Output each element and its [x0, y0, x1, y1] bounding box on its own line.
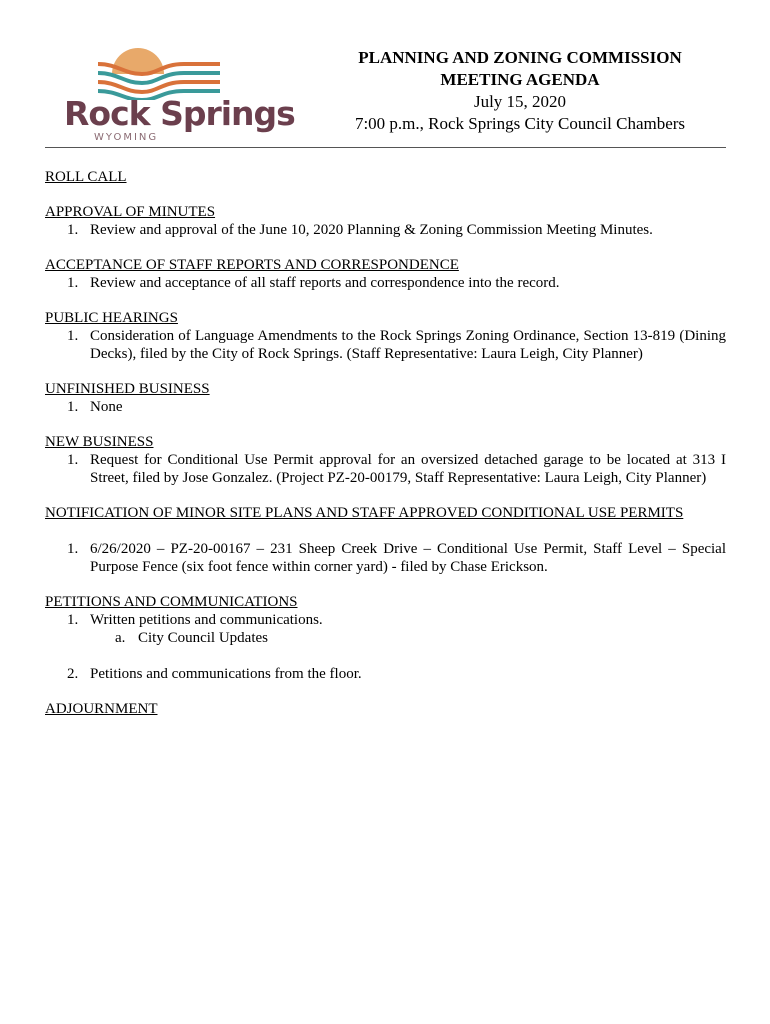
- section-new-business: [45, 433, 726, 487]
- item-number: 2.: [67, 666, 79, 682]
- section-title: ADJOURNMENT: [45, 701, 158, 717]
- subitem-text: City Council Updates: [138, 630, 268, 646]
- item-number: 1.: [67, 541, 79, 557]
- agenda-item: [45, 398, 726, 416]
- section-public-hearings: [45, 309, 726, 363]
- section-petitions: [45, 593, 726, 683]
- item-text: Petitions and communications from the floor.: [90, 666, 362, 682]
- section-title: NEW BUSINESS: [45, 434, 154, 450]
- item-text: None: [90, 399, 123, 415]
- header-title: PLANNING AND ZONING COMMISSION: [358, 48, 682, 67]
- section-roll-call: [45, 168, 726, 186]
- agenda-subitem: [45, 629, 726, 647]
- item-text: Review and approval of the June 10, 2020 Planning & Zoning Commission Meeting Minutes.: [90, 222, 653, 238]
- header-date: July 15, 2020: [473, 92, 567, 111]
- agenda-item: [45, 451, 726, 487]
- section-adjournment: [45, 700, 726, 718]
- header-time-place: 7:00 p.m., Rock Springs City Council Chambers: [354, 114, 686, 133]
- agenda-item: [45, 540, 726, 576]
- section-title: NOTIFICATION OF MINOR SITE PLANS AND STAFF APPROVED CONDITIONAL USE PERMITS: [45, 505, 684, 521]
- item-text: 6/26/2020 – PZ-20-00167 – 231 Sheep Creek Drive – Conditional Use Permit, Staff Level – Special Purpose Fence (six foot fence within corner yard) - filed by Chase Erickson.: [90, 541, 726, 575]
- agenda-item: [45, 274, 726, 292]
- header-subtitle: MEETING AGENDA: [440, 70, 600, 89]
- section-title: PUBLIC HEARINGS: [45, 310, 178, 326]
- header-divider: [45, 147, 726, 148]
- item-text: Consideration of Language Amendments to the Rock Springs Zoning Ordinance, Section 13-819 (Dining Decks), filed by the City of Rock Springs. (Staff Representative: Laura Leigh, City Planner): [90, 328, 726, 362]
- agenda-item: [45, 221, 726, 239]
- agenda-item: [45, 665, 726, 683]
- item-number: 1.: [67, 222, 79, 238]
- agenda-item: [45, 611, 726, 629]
- item-number: 1.: [67, 275, 79, 291]
- section-notification: [45, 504, 726, 576]
- item-number: 1.: [67, 452, 79, 468]
- subitem-letter: a.: [115, 630, 126, 646]
- section-title: APPROVAL OF MINUTES: [45, 204, 216, 220]
- item-number: 1.: [67, 399, 79, 415]
- item-number: 1.: [67, 612, 79, 628]
- agenda-body: [45, 168, 726, 735]
- logo-wave-icon: [58, 40, 238, 100]
- section-title: UNFINISHED BUSINESS: [45, 381, 210, 397]
- logo-state: WYOMING: [94, 132, 159, 143]
- city-logo: [58, 40, 295, 150]
- section-unfinished-business: [45, 380, 726, 416]
- item-text: Request for Conditional Use Permit approval for an oversized detached garage to be located at 313 I Street, filed by Jose Gonzalez. (Project PZ-20-00179, Staff Representative: Laura Leigh, City Planner): [90, 452, 726, 486]
- agenda-item: [45, 327, 726, 363]
- agenda-header: [300, 47, 740, 135]
- section-title: ROLL CALL: [45, 169, 127, 185]
- item-number: 1.: [67, 328, 79, 344]
- logo-wordmark: Rock Springs: [64, 94, 295, 133]
- section-title: PETITIONS AND COMMUNICATIONS: [45, 594, 298, 610]
- section-staff-reports: [45, 256, 726, 292]
- section-approval-of-minutes: [45, 203, 726, 239]
- item-text: Written petitions and communications.: [90, 612, 323, 628]
- section-title: ACCEPTANCE OF STAFF REPORTS AND CORRESPONDENCE: [45, 257, 459, 273]
- item-text: Review and acceptance of all staff reports and correspondence into the record.: [90, 275, 560, 291]
